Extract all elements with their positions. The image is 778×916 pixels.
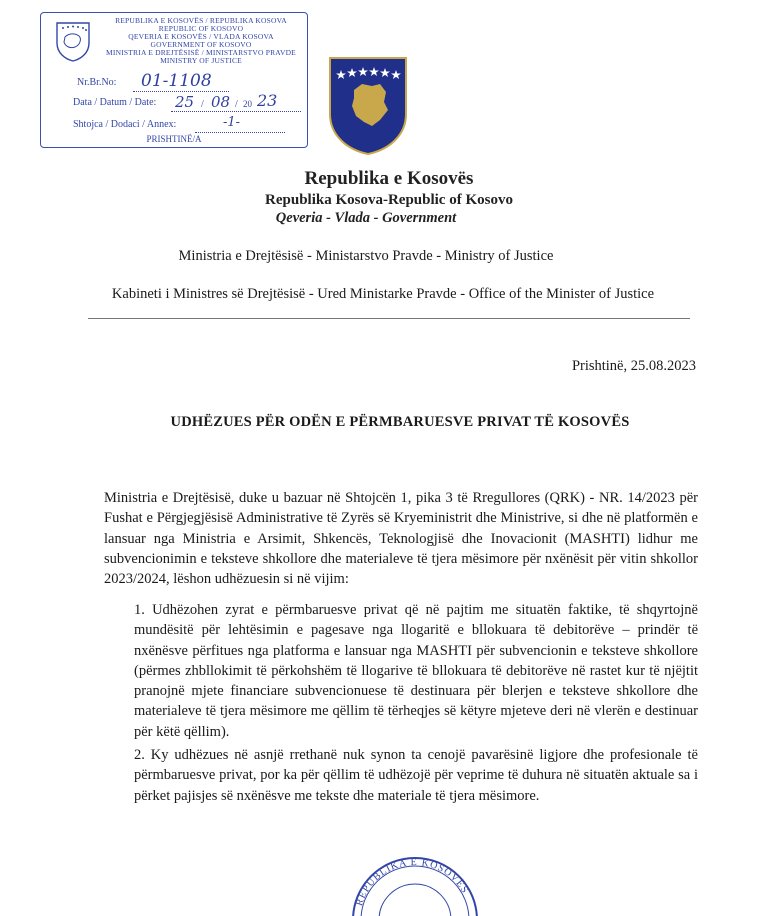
- document-title: UDHËZUES PËR ODËN E PËRMBARUESVE PRIVAT TË KOSOVËS: [170, 414, 630, 430]
- stamp-city: PRISHTINË/A: [146, 134, 202, 144]
- cabinet-line: Kabineti i Ministres së Drejtësisë - Ured Ministarke Pravde - Office of the Minister of Justice: [111, 286, 655, 302]
- list-item: 1. Udhëzohen zyrat e përmbaruesve privat që në pajtim me situatën faktike, të shqyrtojnë mundësitë për lehtësimin e pagesave nga llogaritë e bllokuara të debitorëve – prindër të nxënësve përfitues nga platforma e lansuar nga MASHTI për subvencionin e teksteve shkollore (përmes zhbllokimit të përkohshëm të llogarive të bllokuara të debitorëve në rastet kur të njëjtit pranojnë mjete financiare subvencionuese të destinuara për blerjen e teksteve shkollore dhe materialeve të tjera mësimore me qëllim të tërheqjes së këtyre mjeteve deri në vlerën e destinuar për këtë qëllim).: [134, 602, 698, 740]
- coat-of-arms-icon: [328, 56, 408, 156]
- list-item: 2. Ky udhëzues në asnjë rrethanë nuk synon ta cenojë pavarësinë ligjore dhe profesionale të përmbaruesve privat, por ka për qëllim të udhëzojë për veprime të duhura në situatën aktuale sa i përket pajisjes së nxënësve me tekste dhe materiale të tjera mësimore.: [134, 747, 698, 804]
- government-title: Qeveria - Vlada - Government: [275, 210, 457, 226]
- stamp-underline: [195, 132, 285, 133]
- stamp-nr-label: Nr.Br.No:: [77, 77, 117, 88]
- stamp-emblem-icon: [51, 19, 95, 63]
- country-title: Republika e Kosovës: [304, 168, 474, 189]
- stamp-date-label: Data / Datum / Date:: [73, 97, 157, 108]
- country-subtitle: Republika Kosova-Republic of Kosovo: [265, 192, 513, 208]
- official-seal-icon: [340, 856, 490, 916]
- stamp-annex-label: Shtojca / Dodaci / Annex:: [73, 119, 177, 130]
- stamp-date-sep: /: [201, 99, 204, 110]
- header-divider: [88, 318, 690, 319]
- stamp-date-sep: /: [235, 99, 238, 110]
- stamp-annex-value: -1-: [223, 115, 241, 130]
- stamp-date-day: 25: [175, 93, 195, 111]
- stamp-header-line: MINISTRY OF JUSTICE: [160, 56, 242, 65]
- stamp-date-year-prefix: 20: [243, 99, 252, 109]
- intro-paragraph: Ministria e Drejtësisë, duke u bazuar në Shtojcën 1, pika 3 të Rregullores (QRK) - NR. 14/2023 për Fushat e Përgjegjësisë Administrative të Zyrës së Kryeministrit dhe Ministrive, si dhe në platformën e lansuar nga Ministria e Arsimit, Shkencës, Teknologjisë dhe Inovacionit (MASHTI) lidhur me subvencionimin e teksteve shkollore dhe materialeve të tjera mësimore për nxënësit për vitin shkollor 2023/2024, lëshon udhëzuesin si në vijim:: [104, 490, 698, 588]
- stamp-nr-value: 01-1108: [141, 71, 212, 91]
- stamp-underline: [171, 111, 301, 112]
- stamp-date-year: 23: [257, 91, 278, 110]
- stamp-date-month: 08: [211, 93, 231, 111]
- stamp-underline: [133, 91, 229, 92]
- stamp-header-line: REPUBLIKA E KOSOVËS / REPUBLIKA KOSOVA: [115, 16, 287, 25]
- stamp-header-line: GOVERNMENT OF KOSOVO: [150, 40, 252, 49]
- stamp-header-line: MINISTRIA E DREJTËSISË / MINISTARSTVO PRAVDE: [106, 48, 296, 57]
- stamp-header-line: REPUBLIC OF KOSOVO: [158, 24, 244, 33]
- document-date: Prishtinë, 25.08.2023: [571, 358, 696, 374]
- registration-stamp: [40, 12, 308, 148]
- ministry-line: Ministria e Drejtësisë - Ministarstvo Pravde - Ministry of Justice: [178, 248, 554, 264]
- stamp-header-line: QEVERIA E KOSOVËS / VLADA KOSOVA: [128, 32, 274, 41]
- seal-text: REPUBLIKA E KOSOVËS: [353, 856, 471, 908]
